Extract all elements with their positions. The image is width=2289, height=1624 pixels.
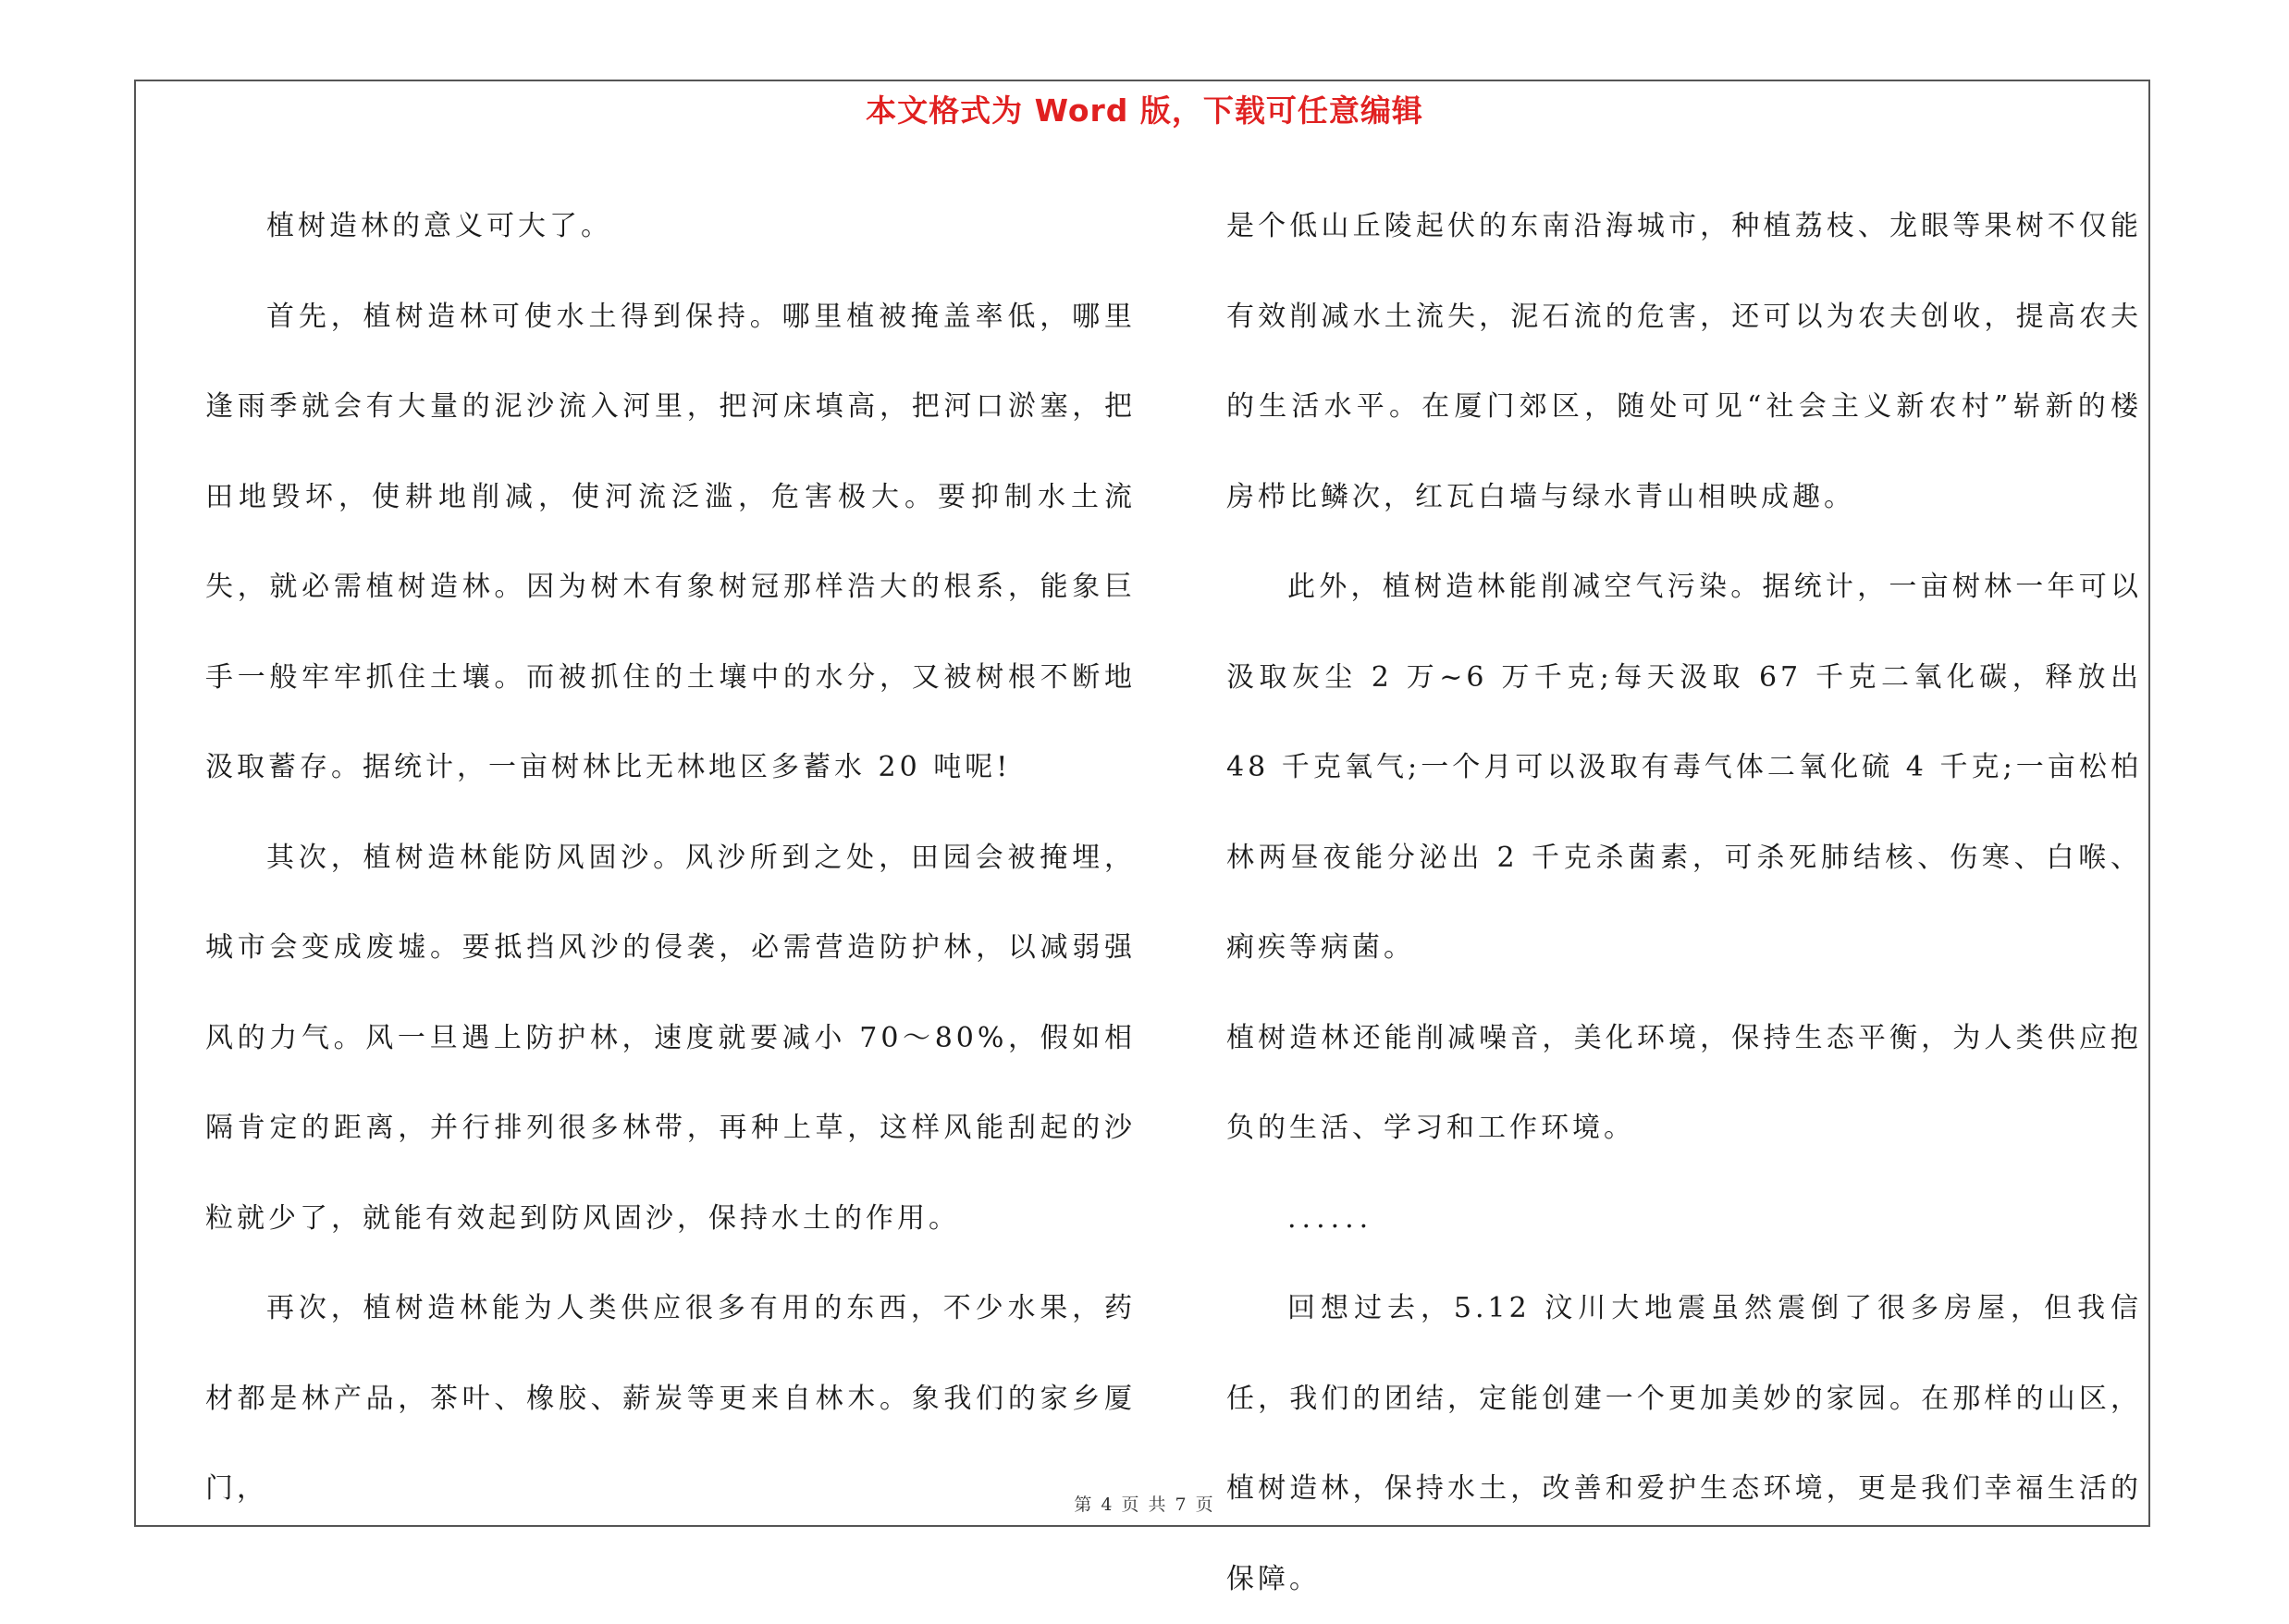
right-column — [1226, 181, 2142, 1624]
paragraph: 植树造林的意义可大了。 — [266, 210, 612, 242]
paragraph: 植树造林还能削减噪音，美化环境，保持生态平衡，为人类供应抱负的生活、学习和工作环境。 — [1226, 1021, 2142, 1144]
paragraph: 此外，植树造林能削减空气污染。据统计，一亩树林一年可以汲取灰尘 2 万~6 万千克;每天汲取 67 千克二氧化碳，释放出 48 千克氧气;一个月可以汲取有毒气体二氧化硫 4 千克;一亩松柏林两昼夜能分泌出 2 千克杀菌素，可杀死肺结核、伤寒、白喉、痢疾等病菌。 — [1226, 571, 2142, 964]
left-column — [205, 181, 1136, 1534]
paragraph: 再次，植树造林能为人类供应很多有用的东西，不少水果，药材都是林产品，茶叶、橡胶、薪炭等更来自林木。象我们的家乡厦门， — [205, 1292, 1136, 1505]
format-banner: 本文格式为 Word 版，下载可任意编辑 — [866, 92, 1423, 129]
paragraph-continued: 是个低山丘陵起伏的东南沿海城市，种植荔枝、龙眼等果树不仅能有效削减水土流失，泥石流的危害，还可以为农夫创收，提高农夫的生活水平。在厦门郊区，随处可见“社会主义新农村”崭新的楼房栉比鳞次，红瓦白墙与绿水青山相映成趣。 — [1226, 210, 2142, 513]
paragraph: 首先，植树造林可使水土得到保持。哪里植被掩盖率低，哪里逢雨季就会有大量的泥沙流入河里，把河床填高，把河口淤塞，把田地毁坏，使耕地削减，使河流泛滥，危害极大。要抑制水土流失，就必需植树造林。因为树木有象树冠那样浩大的根系，能象巨手一般牢牢抓住土壤。而被抓住的土壤中的水分，又被树根不断地汲取蓄存。据统计，一亩树林比无林地区多蓄水 20 吨呢! — [205, 300, 1136, 783]
page-number: 第 4 页 共 7 页 — [1074, 1495, 1215, 1515]
paragraph: 回想过去，5.12 汶川大地震虽然震倒了很多房屋，但我信任，我们的团结，定能创建一个更加美妙的家园。在那样的山区，植树造林，保持水土，改善和爱护生态环境，更是我们幸福生活的保障。 — [1226, 1292, 2142, 1595]
paragraph: 其次，植树造林能防风固沙。风沙所到之处，田园会被掩埋，城市会变成废墟。要抵挡风沙的侵袭，必需营造防护林，以减弱强风的力气。风一旦遇上防护林，速度就要减小 70～80%，假如相隔肯定的距离，并行排列很多林带，再种上草，这样风能刮起的沙粒就少了，就能有效起到防风固沙，保持水土的作用。 — [205, 841, 1136, 1235]
ellipsis-line: ...... — [1287, 1201, 1374, 1235]
